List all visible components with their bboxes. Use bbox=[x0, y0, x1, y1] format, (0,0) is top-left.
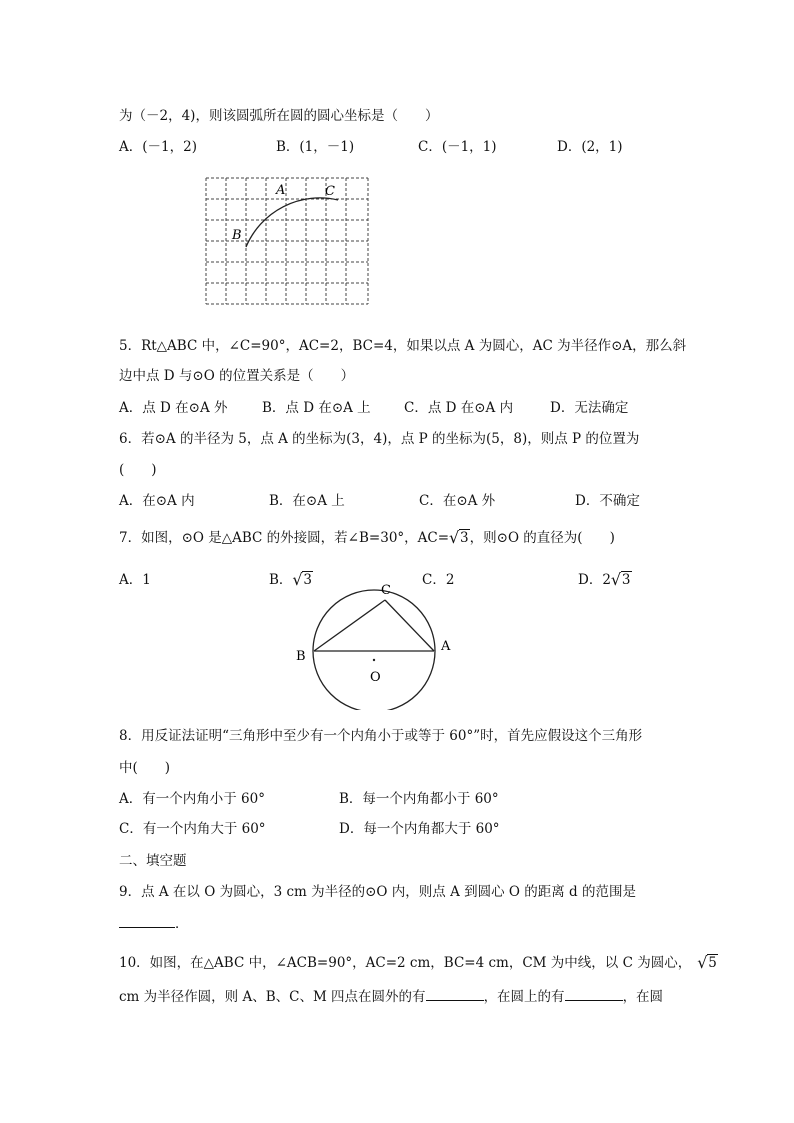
answer-blank[interactable] bbox=[565, 987, 623, 1001]
q7-option-d-prefix: D．2 bbox=[578, 572, 611, 588]
q5-option-b: B．点 D 在⊙A 上 bbox=[262, 400, 371, 416]
q6-option-d: D．不确定 bbox=[575, 493, 640, 509]
q4-option-c: C．(－1，1) bbox=[418, 139, 497, 155]
q7-option-b-radicand: 3 bbox=[303, 572, 313, 588]
q5-option-a: A．点 D 在⊙A 外 bbox=[119, 400, 228, 416]
q8-option-c: C．有一个内角大于 60° bbox=[119, 821, 266, 837]
q4-stem: 为（－2，4)，则该圆弧所在圆的圆心坐标是（ ） bbox=[119, 108, 439, 124]
q7-stem-radicand: 3 bbox=[460, 530, 469, 546]
q6-option-a: A．在⊙A 内 bbox=[119, 493, 195, 509]
center-dot bbox=[373, 659, 375, 661]
q10-text-b: ，在圆上的有 bbox=[483, 989, 565, 1005]
q5-stem-line1: 5．Rt△ABC 中，∠C=90°，AC=2，BC=4，如果以点 A 为圆心，AC 为半径作⊙A，那么斜 bbox=[119, 338, 687, 354]
label-b: B bbox=[296, 649, 306, 664]
point-label-a: A bbox=[276, 183, 286, 198]
q5-option-d: D．无法确定 bbox=[550, 400, 629, 416]
sqrt-symbol: √ 3 bbox=[610, 570, 631, 589]
q7-circle-figure bbox=[290, 580, 460, 710]
answer-blank[interactable] bbox=[119, 914, 175, 928]
q6-option-b: B．在⊙A 上 bbox=[269, 493, 345, 509]
q4-grid-figure bbox=[200, 172, 375, 310]
arc-curve bbox=[246, 198, 338, 247]
point-label-b: B bbox=[232, 228, 242, 243]
sqrt-symbol: √ 3 bbox=[292, 570, 313, 589]
q6-stem-line1: 6．若⊙A 的半径为 5，点 A 的坐标为(3，4)，点 P 的坐标为(5，8)，则点 P 的位置为 bbox=[119, 431, 640, 447]
q7-stem-text-a: 7．如图，⊙O 是△ABC 的外接圆，若∠B=30°，AC= bbox=[119, 530, 450, 546]
q9-answer-line bbox=[119, 912, 189, 932]
q7-option-d-radicand: 3 bbox=[621, 572, 631, 588]
q8-stem-line2: 中( ) bbox=[119, 760, 171, 776]
label-c: C bbox=[381, 583, 391, 598]
q5-stem-line2: 边中点 D 与⊙O 的位置关系是（ ） bbox=[119, 368, 355, 384]
q4-option-a: A．(－1，2) bbox=[119, 139, 197, 155]
q10-stem-line2 bbox=[119, 985, 663, 1005]
q8-option-a: A．有一个内角小于 60° bbox=[119, 791, 265, 807]
answer-blank[interactable] bbox=[426, 987, 484, 1001]
label-a: A bbox=[441, 639, 451, 654]
q8-option-b: B．每一个内角都小于 60° bbox=[339, 791, 499, 807]
q4-option-d: D．(2，1) bbox=[557, 139, 623, 155]
q10-stem-line1 bbox=[119, 951, 718, 971]
q10-text-a: cm 为半径作圆，则 A、B、C、M 四点在圆外的有 bbox=[119, 989, 426, 1005]
q7-option-a: A．1 bbox=[119, 572, 151, 588]
q4-option-b: B．(1，－1) bbox=[276, 139, 355, 155]
q9-tail: ． bbox=[175, 916, 189, 932]
q9-stem: 9．点 A 在以 O 为圆心，3 cm 为半径的⊙O 内，则点 A 到圆心 O 的距离 d 的范围是 bbox=[119, 884, 636, 900]
side-bc bbox=[314, 600, 385, 651]
q7-option-d bbox=[578, 568, 632, 588]
point-label-c: C bbox=[325, 184, 335, 199]
sqrt-symbol: √ 3 bbox=[449, 528, 469, 547]
q7-option-b-prefix: B． bbox=[269, 572, 293, 588]
q10-radicand: 5 bbox=[708, 955, 717, 971]
section-title: 二、填空题 bbox=[119, 853, 187, 869]
q7-option-c: C．2 bbox=[422, 572, 455, 588]
q7-stem-text-b: ，则⊙O 的直径为( ) bbox=[469, 530, 615, 546]
q6-stem-line2: ( ) bbox=[119, 462, 157, 478]
q7-stem bbox=[119, 526, 615, 546]
q6-option-c: C．在⊙A 外 bbox=[419, 493, 496, 509]
q5-option-c: C．点 D 在⊙A 内 bbox=[404, 400, 514, 416]
side-ca bbox=[385, 600, 434, 651]
sqrt-symbol: √ 5 bbox=[697, 953, 717, 972]
q8-option-d: D．每一个内角都大于 60° bbox=[339, 821, 500, 837]
q10-text-c: ，在圆 bbox=[622, 989, 664, 1005]
dashed-grid bbox=[206, 178, 368, 304]
label-o: O bbox=[370, 670, 381, 685]
q10-text-line1: 10．如图，在△ABC 中，∠ACB=90°，AC=2 cm，BC=4 cm，CM 为中线，以 C 为圆心， bbox=[119, 955, 692, 971]
q8-stem-line1: 8．用反证法证明“三角形中至少有一个内角小于或等于 60°”时，首先应假设这个三角形 bbox=[119, 728, 643, 744]
